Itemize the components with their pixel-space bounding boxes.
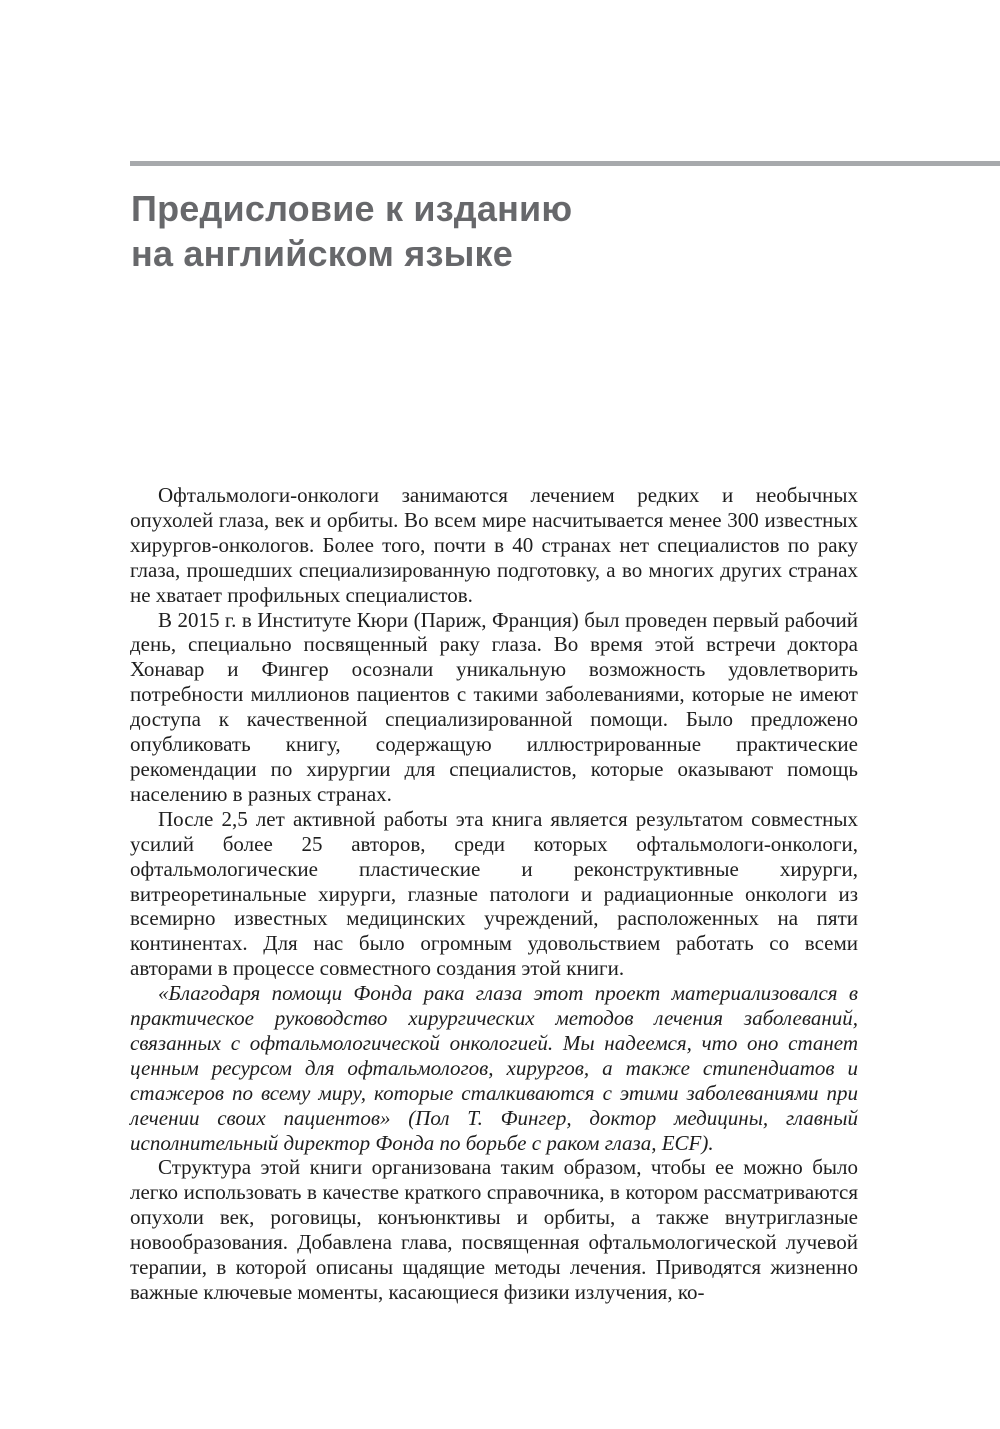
body-paragraph: Структура этой книги организована таким образом, чтобы ее можно было легко использовать в качестве краткого справочника, в котором рассматриваются опухоли век, роговицы, конъюнктивы и орбиты, а также внутриглазные новообразования. Добавлена глава, посвященная офтальмологической лучевой терапии, в которой описаны щадящие методы лечения. Приводятся жизненно важные ключевые моменты, касающиеся физики излучения, ко- [130, 1155, 858, 1304]
chapter-title [131, 186, 572, 276]
body-paragraph-quote: «Благодаря помощи Фонда рака глаза этот проект материализовался в практическое руководство хирургических методов лечения заболеваний, связанных с офтальмологической онкологией. Мы надеемся, что оно станет ценным ресурсом для офтальмологов, хирургов, а также стипендиатов и стажеров по всему миру, которые сталкиваются с этими заболеваниями при лечении своих пациентов» (Пол Т. Фингер, доктор медицины, главный исполнительный директор Фонда по борьбе с раком глаза, ECF). [130, 981, 858, 1155]
chapter-divider-rule [130, 161, 1000, 166]
body-paragraph: Офтальмологи-онкологи занимаются лечением редких и необычных опухолей глаза, век и орбиты. Во всем мире насчитывается менее 300 известных хирургов-онкологов. Более того, почти в 40 странах нет специалистов по раку глаза, прошедших специализированную подготовку, а во многих других странах не хватает профильных специалистов. [130, 483, 858, 607]
body-paragraph: После 2,5 лет активной работы эта книга является результатом совместных усилий более 25 авторов, среди которых офтальмологи-онкологи, офтальмологические пластические и реконструктивные хирурги, витреоретинальные хирурги, глазные патологи и радиационные онкологи из всемирно известных медицинских учреждений, расположенных на пяти континентах. Для нас было огромным удовольствием работать со всеми авторами в процессе совместного создания этой книги. [130, 806, 858, 981]
body-text-block [130, 483, 858, 1305]
body-paragraph: В 2015 г. в Институте Кюри (Париж, Франция) был проведен первый рабочий день, специально посвященный раку глаза. Во время этой встречи доктора Хонавар и Фингер осознали уникальную возможность удовлетворить потребности миллионов пациентов с такими заболеваниями, которые не имеют доступа к качественной специализированной помощи. Было предложено опубликовать книгу, содержащую иллюстрированные практические рекомендации по хирургии для специалистов, которые оказывают помощь населению в разных странах. [130, 607, 858, 806]
chapter-title-line-1: Предисловие к изданию [131, 188, 573, 229]
chapter-title-line-2: на английском языке [131, 233, 513, 274]
